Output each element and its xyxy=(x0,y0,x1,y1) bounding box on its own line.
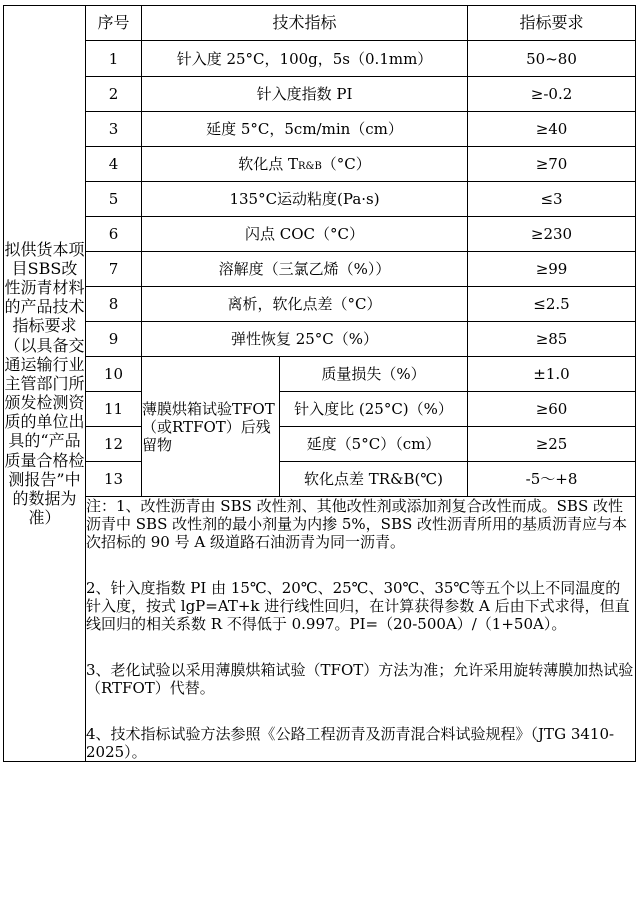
row-no: 10 xyxy=(86,357,142,392)
row-item: 针入度比 (25°C)（%） xyxy=(280,392,468,427)
row-item: 溶解度（三氯乙烯（%）） xyxy=(142,252,468,287)
header-item: 技术指标 xyxy=(142,6,468,41)
row-no: 1 xyxy=(86,41,142,77)
table-header-row xyxy=(4,6,636,41)
table-row xyxy=(4,112,636,147)
spec-table xyxy=(3,5,636,762)
row-item-tail: （°C） xyxy=(321,155,371,173)
row-no: 12 xyxy=(86,427,142,462)
row-item-subscript: R&B xyxy=(298,161,322,172)
tfot-group-label: 薄膜烘箱试验TFOT（或RTFOT）后残留物 xyxy=(142,357,280,497)
note-3: 3、老化试验以采用薄膜烘箱试验（TFOT）方法为准；允许采用旋转薄膜加热试验（RTFOT）代替。 xyxy=(86,661,634,697)
table-row xyxy=(4,462,636,497)
table-row xyxy=(4,147,636,182)
row-item xyxy=(142,147,468,182)
table-row xyxy=(4,182,636,217)
side-label-cell: 拟供货本项目SBS改性沥青材料的产品技术指标要求（以具备交通运输行业主管部门所颁发检测资质的单位出具的“产品质量合格检测报告”中的数据为准） xyxy=(4,6,86,762)
row-no: 3 xyxy=(86,112,142,147)
row-item-main: 软化点 T xyxy=(238,155,299,173)
row-no: 5 xyxy=(86,182,142,217)
row-req: 50~80 xyxy=(468,41,636,77)
row-no: 4 xyxy=(86,147,142,182)
table-row xyxy=(4,287,636,322)
row-req: ≥-0.2 xyxy=(468,77,636,112)
table-row xyxy=(4,357,636,392)
note-2: 2、针入度指数 PI 由 15℃、20℃、25℃、30℃、35℃等五个以上不同温度的针入度，按式 lgP=AT+k 进行线性回归，在计算获得参数 A 后由下式求得，但直线回归的相关系数 R 不得低于 0.997。PI=（20-500A）/（1+50A）。 xyxy=(86,579,630,633)
row-item: 弹性恢复 25°C（%） xyxy=(142,322,468,357)
note-1: 注：1、改性沥青由 SBS 改性剂、其他改性剂或添加剂复合改性而成。SBS 改性沥青中 SBS 改性剂的最小剂量为内掺 5%，SBS 改性沥青所用的基质沥青应与本次招标的 90 号 A 级道路石油沥青为同一沥青。 xyxy=(86,497,628,551)
row-req: ≤2.5 xyxy=(468,287,636,322)
row-item: 软化点差 TR&B(℃) xyxy=(280,462,468,497)
row-no: 7 xyxy=(86,252,142,287)
row-req: ±1.0 xyxy=(468,357,636,392)
table-row xyxy=(4,322,636,357)
note-4: 4、技术指标试验方法参照《公路工程沥青及沥青混合料试验规程》（JTG 3410-2025）。 xyxy=(86,725,615,761)
header-req: 指标要求 xyxy=(468,6,636,41)
row-no: 13 xyxy=(86,462,142,497)
row-req: ≥85 xyxy=(468,322,636,357)
row-item: 延度 5°C，5cm/min（cm） xyxy=(142,112,468,147)
row-no: 2 xyxy=(86,77,142,112)
row-req: ≥230 xyxy=(468,217,636,252)
row-item: 离析，软化点差（°C） xyxy=(142,287,468,322)
row-item: 闪点 COC（°C） xyxy=(142,217,468,252)
row-req: ≥99 xyxy=(468,252,636,287)
row-no: 6 xyxy=(86,217,142,252)
table-row xyxy=(4,427,636,462)
table-row xyxy=(4,41,636,77)
row-item: 针入度指数 PI xyxy=(142,77,468,112)
row-req: ≥40 xyxy=(468,112,636,147)
row-req: ≥60 xyxy=(468,392,636,427)
table-row xyxy=(4,217,636,252)
header-no: 序号 xyxy=(86,6,142,41)
row-no: 9 xyxy=(86,322,142,357)
row-req: ≥70 xyxy=(468,147,636,182)
notes-row xyxy=(4,497,636,762)
row-item: 针入度 25°C，100g，5s（0.1mm） xyxy=(142,41,468,77)
row-item: 135°C运动粘度(Pa·s) xyxy=(142,182,468,217)
notes-cell xyxy=(86,497,636,762)
table-row xyxy=(4,392,636,427)
table-row xyxy=(4,77,636,112)
row-item: 质量损失（%） xyxy=(280,357,468,392)
row-item: 延度（5°C）（cm） xyxy=(280,427,468,462)
table-row xyxy=(4,252,636,287)
row-req: -5～+8 xyxy=(468,462,636,497)
row-no: 11 xyxy=(86,392,142,427)
row-req: ≤3 xyxy=(468,182,636,217)
row-no: 8 xyxy=(86,287,142,322)
row-req: ≥25 xyxy=(468,427,636,462)
